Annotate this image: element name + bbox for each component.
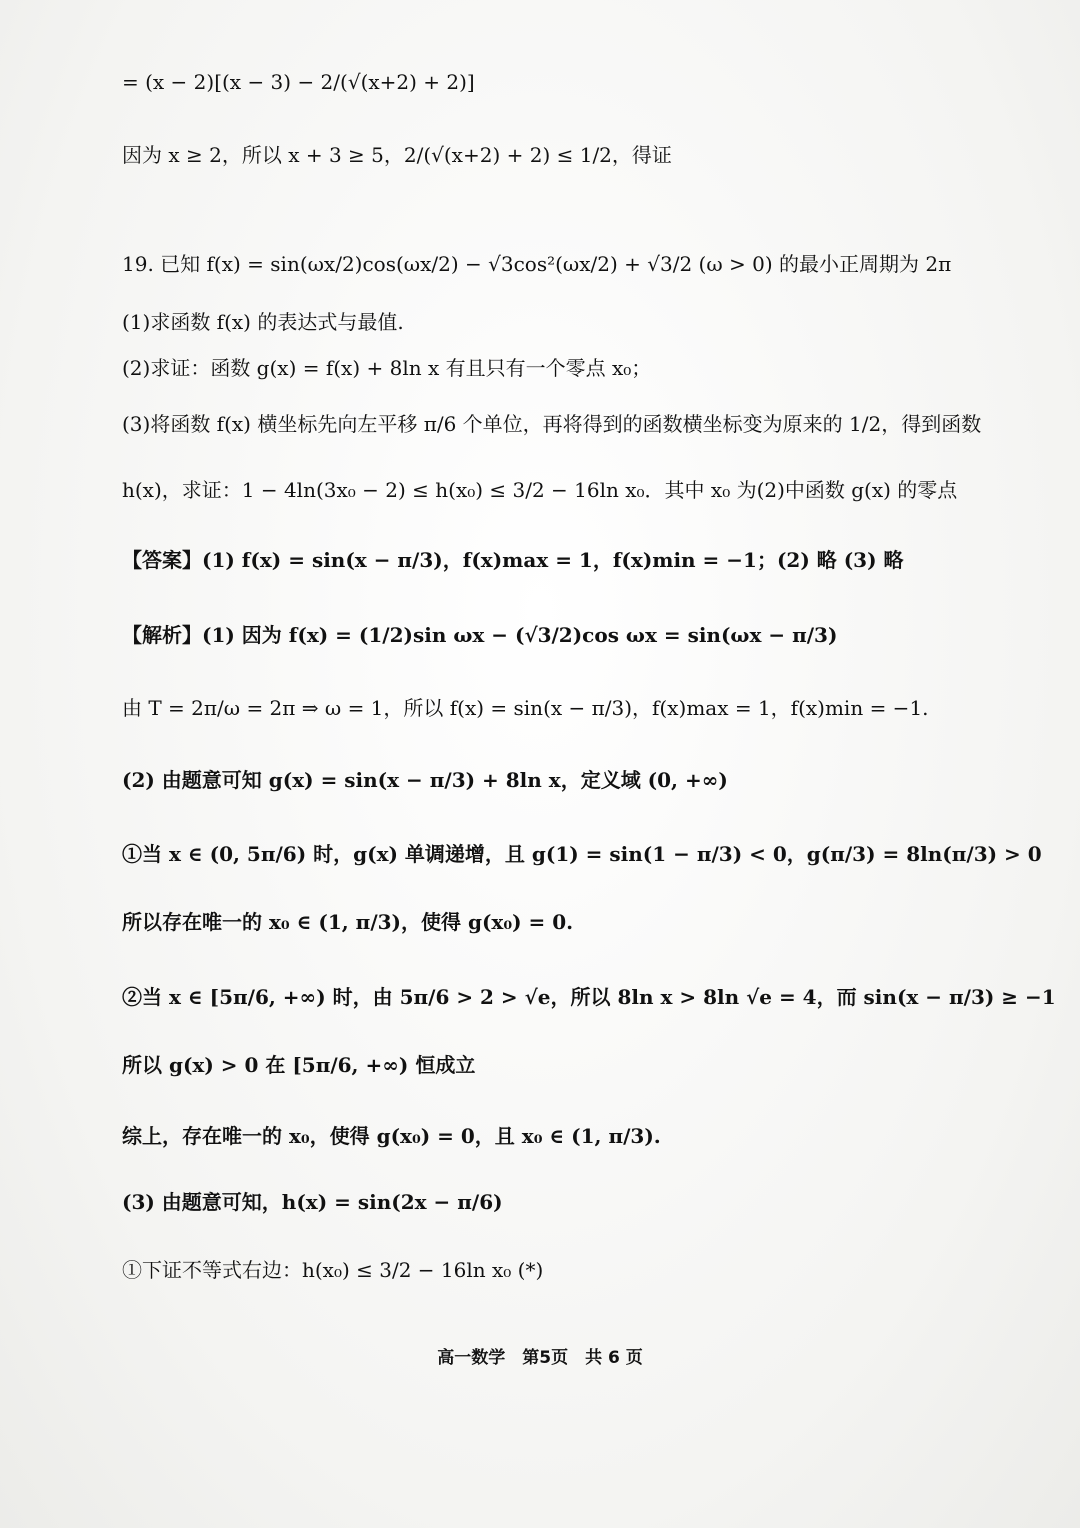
analysis-line-2: 由 T = 2π/ω = 2π ⇒ ω = 1，所以 f(x) = sin(x − π/3)，f(x)max = 1，f(x)min = −1. bbox=[122, 696, 929, 720]
question-19-part-2: (2)求证：函数 g(x) = f(x) + 8ln x 有且只有一个零点 x₀； bbox=[122, 356, 652, 380]
answer-line: 【答案】(1) f(x) = sin(x − π/3)，f(x)max = 1，f(x)min = −1；(2) 略 (3) 略 bbox=[122, 548, 904, 572]
analysis-summary: 综上，存在唯一的 x₀，使得 g(x₀) = 0，且 x₀ ∈ (1, π/3). bbox=[122, 1124, 661, 1148]
proof-conclusion-line: 因为 x ≥ 2，所以 x + 3 ≥ 5，2/(√(x+2) + 2) ≤ 1/2，得证 bbox=[122, 143, 672, 167]
analysis-part-2-intro: (2) 由题意可知 g(x) = sin(x − π/3) + 8ln x，定义域 (0, +∞) bbox=[122, 768, 728, 792]
question-19-stem: 19. 已知 f(x) = sin(ωx/2)cos(ωx/2) − √3cos²(ωx/2) + √3/2 (ω > 0) 的最小正周期为 2π bbox=[122, 252, 952, 276]
analysis-line-1: 【解析】(1) 因为 f(x) = (1/2)sin ωx − (√3/2)cos ωx = sin(ωx − π/3) bbox=[122, 623, 838, 647]
analysis-part-3-step-1: ①下证不等式右边：h(x₀) ≤ 3/2 − 16ln x₀ (*) bbox=[122, 1258, 544, 1282]
question-19-part-3-cont: h(x)，求证：1 − 4ln(3x₀ − 2) ≤ h(x₀) ≤ 3/2 − 16ln x₀．其中 x₀ 为(2)中函数 g(x) 的零点 bbox=[122, 478, 958, 502]
question-19-part-3: (3)将函数 f(x) 横坐标先向左平移 π/6 个单位，再将得到的函数横坐标变为原来的 1/2，得到函数 bbox=[122, 412, 982, 436]
analysis-part-3-intro: (3) 由题意可知，h(x) = sin(2x − π/6) bbox=[122, 1190, 503, 1214]
page-footer: 高一数学 第5页 共 6 页 bbox=[437, 1348, 643, 1368]
formula-line-1: = (x − 2)[(x − 3) − 2/(√(x+2) + 2)] bbox=[122, 70, 475, 94]
question-19-part-1: (1)求函数 f(x) 的表达式与最值. bbox=[122, 310, 404, 334]
analysis-case-2: ②当 x ∈ [5π/6, +∞) 时，由 5π/6 > 2 > √e，所以 8ln x > 8ln √e = 4，而 sin(x − π/3) ≥ −1 bbox=[122, 985, 1056, 1009]
analysis-case-1-conclusion: 所以存在唯一的 x₀ ∈ (1, π/3)，使得 g(x₀) = 0. bbox=[122, 910, 574, 934]
analysis-case-2-conclusion: 所以 g(x) > 0 在 [5π/6, +∞) 恒成立 bbox=[122, 1053, 476, 1077]
analysis-case-1: ①当 x ∈ (0, 5π/6) 时，g(x) 单调递增，且 g(1) = sin(1 − π/3) < 0，g(π/3) = 8ln(π/3) > 0 bbox=[122, 842, 1042, 866]
